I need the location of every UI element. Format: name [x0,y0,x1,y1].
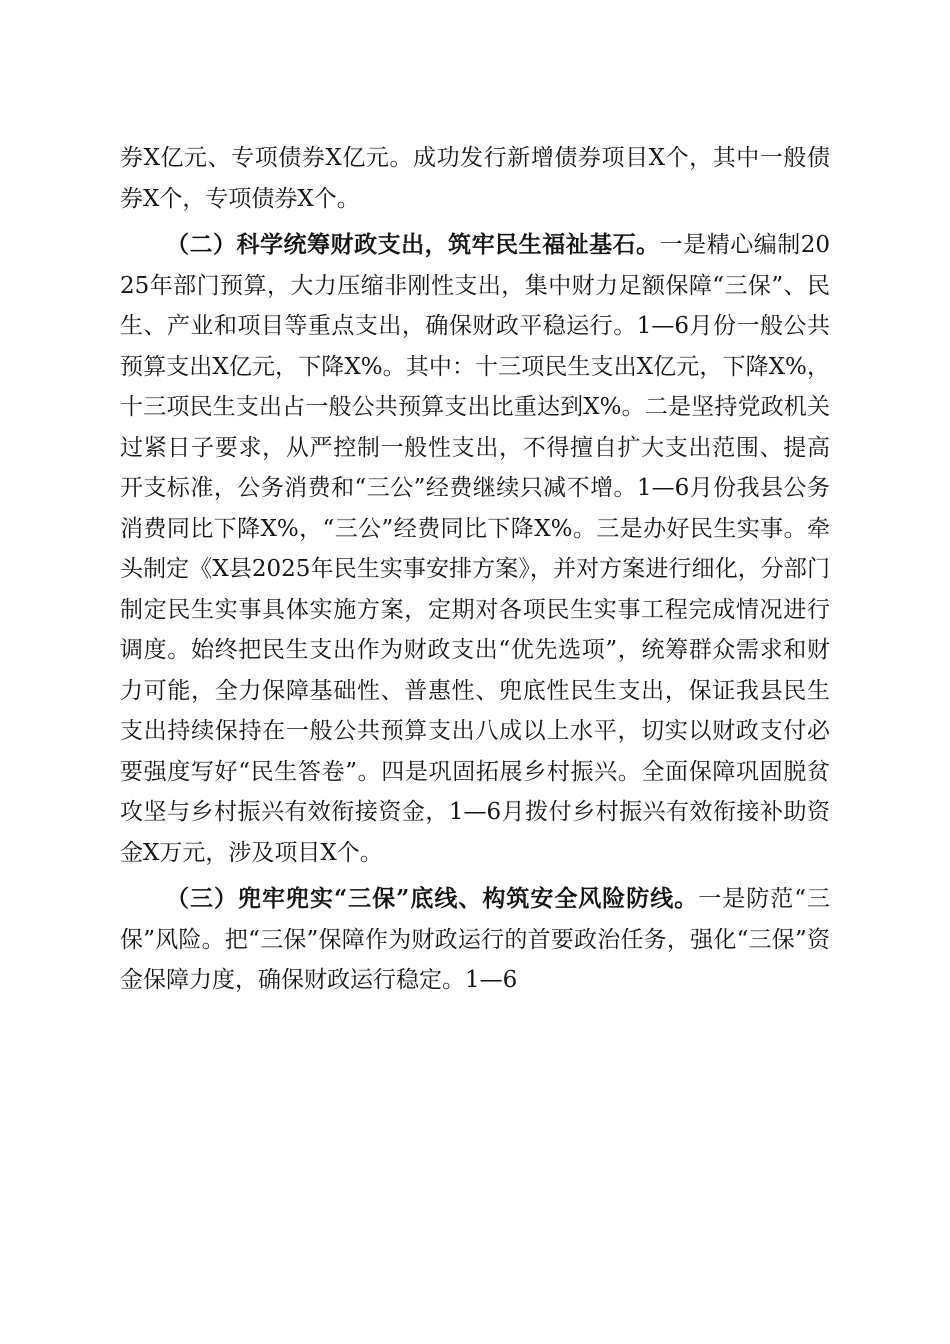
paragraph-section-2 [120,225,830,873]
paragraph-text: 一是防范“三保”风险。把“三保”保障作为财政运行的首要政治任务，强化“三保”资金保障力度，确保财政运行稳定。1—6 [120,886,830,993]
paragraph-section-3 [120,879,830,1001]
paragraph-continuation [120,138,830,219]
section-heading: （三）兜牢兜实“三保”底线、构筑安全风险防线。 [166,885,699,912]
document-body [120,138,830,1001]
paragraph-text: 一是精心编制2025年部门预算，大力压缩非刚性支出，集中财力足额保障“三保”、民生、产业和项目等重点支出，确保财政平稳运行。1—6月份一般公共预算支出X亿元，下降X%。其中：十三项民生支出X亿元，下降X%，十三项民生支出占一般公共预算支出比重达到X%。二是坚持党政机关过紧日子要求，从严控制一般性支出，不得擅自扩大支出范围、提高开支标准，公务消费和“三公”经费继续只减不增。1—6月份我县公务消费同比下降X%，“三公”经费同比下降X%。三是办好民生实事。牵头制定《X县2025年民生实事安排方案》，并对方案进行细化，分部门制定民生实事具体实施方案，定期对各项民生实事工程完成情况进行调度。始终把民生支出作为财政支出“优先选项”，统筹群众需求和财力可能，全力保障基础性、普惠性、兜底性民生支出，保证我县民生支出持续保持在一般公共预算支出八成以上水平，切实以财政支付必要强度写好“民生答卷”。四是巩固拓展乡村振兴。全面保障巩固脱贫攻坚与乡村振兴有效衔接资金，1—6月拨付乡村振兴有效衔接补助资金X万元，涉及项目X个。 [120,232,830,866]
section-heading: （二）科学统筹财政支出，筑牢民生福祉基石。 [166,231,660,258]
paragraph-text: 券X亿元、专项债券X亿元。成功发行新增债券项目X个，其中一般债券X个，专项债券X个。 [120,145,830,212]
